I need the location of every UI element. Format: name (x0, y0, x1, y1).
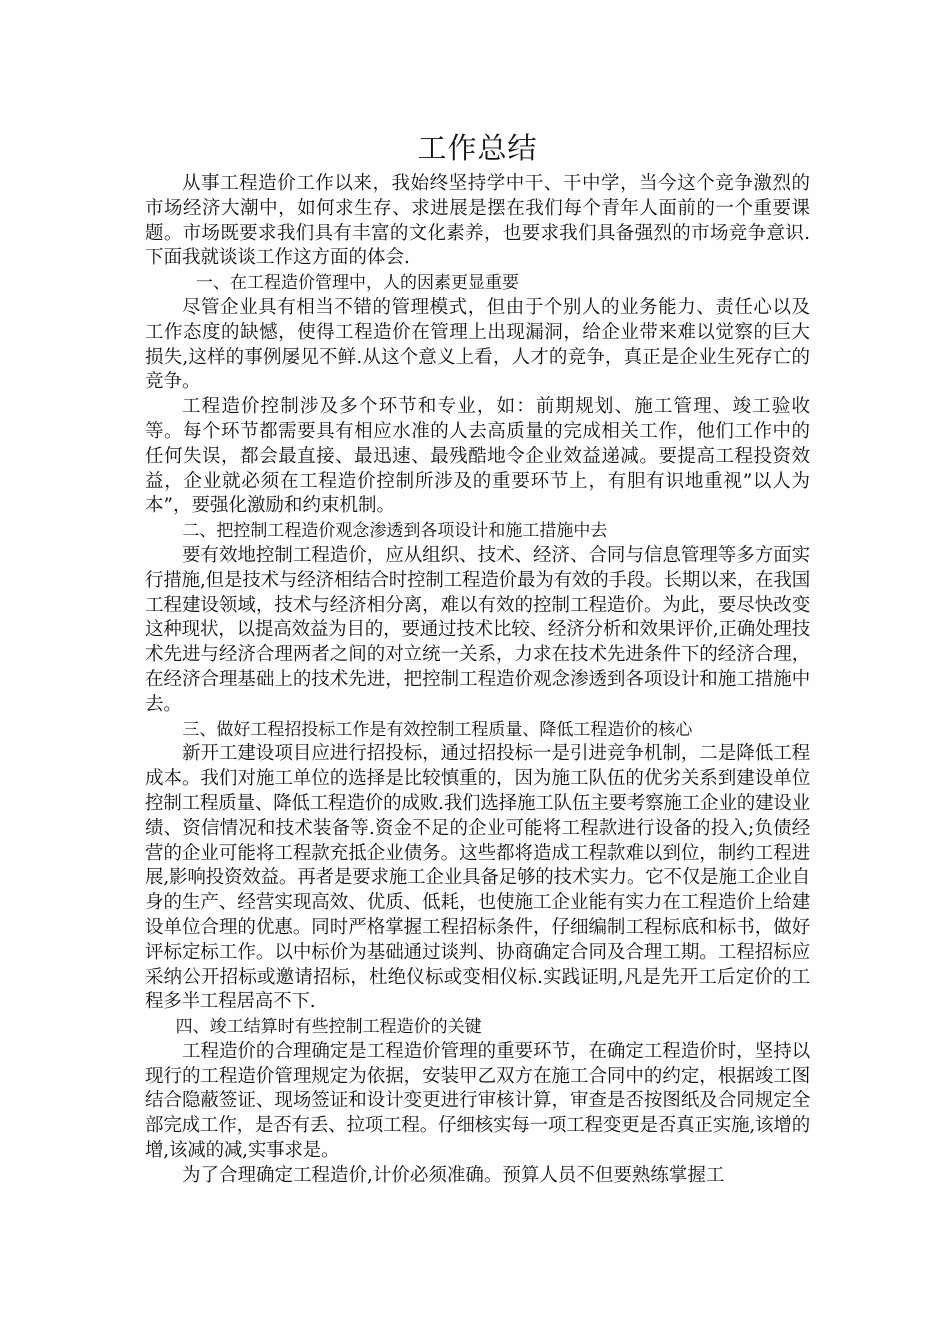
paragraph-3: 新开工建设项目应进行招投标，通过招投标一是引进竞争机制，二是降低工程成本。我们对施工单位的选择是比较慎重的，因为施工队伍的优劣关系到建设单位控制工程质量、降低工程造价的成败.我们选择施工队伍主要考察施工企业的建设业绩、资信情况和技术装备等.资金不足的企业可能将工程款进行设备的投入;负债经营的企业可能将工程款充抵企业债务。这些都将造成工程款难以到位，制约工程进展,影响投资效益。再者是要求施工企业具备足够的技术实力。它不仅是施工企业自身的生产、经营实现高效、优质、低耗，也使施工企业能有实力在工程造价上给建设单位合理的优惠。同时严格掌握工程招标条件，仔细编制工程标底和标书，做好评标定标工作。以中标价为基础通过谈判、协商确定合同及合理工期。工程招标应采纳公开招标或邀请招标，杜绝仪标或变相仪标.实践证明,凡是先开工后定价的工程多半工程居高不下. (145, 743, 810, 1013)
paragraph-4b: 为了合理确定工程造价,计价必须准确。预算人员不但要熟练掌握工 (182, 1164, 725, 1186)
section-heading-1: 一、在工程造价管理中，人的因素更显重要 (196, 273, 519, 294)
paragraph-intro: 从事工程造价工作以来，我始终坚持学中干、干中学，当今这个竞争激烈的市场经济大潮中，如何求生存、求进展是摆在我们每个青年人面前的一个重要课题。市场既要求我们具有丰富的文化素养，也要求我们具备强烈的市场竞争意识.下面我就谈谈工作这方面的体会. (145, 173, 810, 269)
section-heading-2: 二、把控制工程造价观念渗透到各项设计和施工措施中去 (182, 521, 608, 542)
paragraph-4a: 工程造价的合理确定是工程造价管理的重要环节，在确定工程造价时，坚持以现行的工程造价管理规定为依据，安装甲乙双方在施工合同中的约定，根据竣工图结合隐蔽签证、现场签证和设计变更进行审核计算，审查是否按图纸及合同规定全部完成工作，是否有丢、拉项工程。仔细核实每一项工程变更是否真正实施,该增的增,该减的减,实事求是。 (145, 1040, 810, 1162)
document-page (145, 128, 810, 1189)
section-heading-3: 三、做好工程招投标工作是有效控制工程质量、降低工程造价的核心 (182, 719, 693, 740)
paragraph-1b: 工程造价控制涉及多个环节和专业，如：前期规划、施工管理、竣工验收等。每个环节都需要具有相应水准的人去高质量的完成相关工作，他们工作中的任何失误，都会最直接、最迅速、最残酷地令企业效益递减。要提高工程投资效益，企业就必须在工程造价控制所涉及的重要环节上，有胆有识地重视”以人为本”，要强化激励和约束机制。 (145, 396, 810, 517)
section-heading-4: 四、竣工结算时有些控制工程造价的关键 (175, 1017, 482, 1038)
paragraph-1a: 尽管企业具有相当不错的管理模式，但由于个别人的业务能力、责任心以及工作态度的缺憾，使得工程造价在管理上出现漏洞，给企业带来难以觉察的巨大损失,这样的事例屡见不鲜.从这个意义上看，人才的竞争，真正是企业生死存亡的竞争。 (145, 296, 810, 393)
document-title: 工作总结 (417, 131, 538, 165)
paragraph-2: 要有效地控制工程造价，应从组织、技术、经济、合同与信息管理等多方面实行措施,但是技术与经济相结合时控制工程造价最为有效的手段。长期以来，在我国工程建设领域，技术与经济相分离，难以有效的控制工程造价。为此，要尽快改变这种现状，以提高效益为目的，要通过技术比较、经济分析和效果评价,正确处理技术先进与经济合理两者之间的对立统一关系，力求在技术先进条件下的经济合理，在经济合理基础上的技术先进，把控制工程造价观念渗透到各项设计和施工措施中去。 (145, 544, 810, 715)
